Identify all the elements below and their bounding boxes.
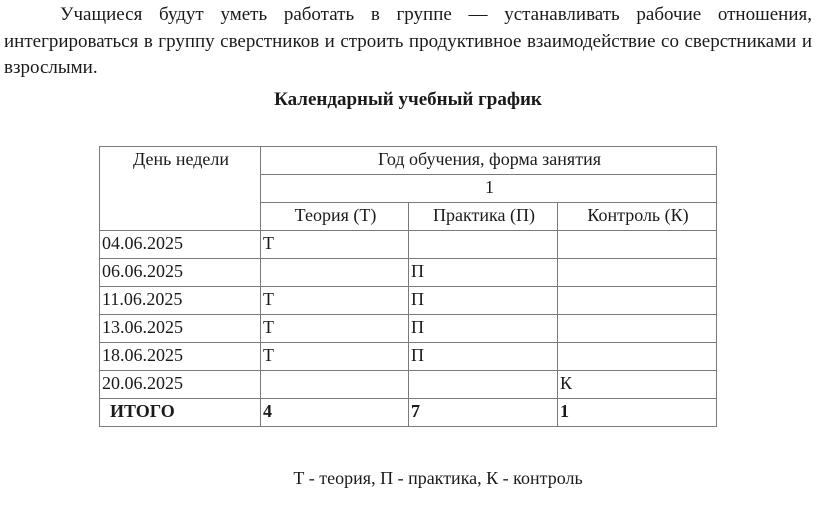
- total-row: [100, 399, 717, 427]
- table-row: [100, 315, 717, 343]
- control-cell: [558, 343, 717, 371]
- col-control-header: Контроль (К): [558, 203, 717, 231]
- intro-paragraph: Учащиеся будут уметь работать в группе — устанавливать рабочие отношения, интегрироваться в группу сверстников и строить продуктивное взаимодействие со сверстниками и взрослыми.: [4, 4, 812, 78]
- date-cell: 13.06.2025: [100, 315, 261, 343]
- date-cell: 20.06.2025: [100, 371, 261, 399]
- control-cell: [558, 259, 717, 287]
- legend-text: Т - теория, П - практика, К - контроль: [293, 468, 583, 488]
- theory-cell: [261, 371, 409, 399]
- date-cell: 06.06.2025: [100, 259, 261, 287]
- control-cell: [558, 315, 717, 343]
- date-cell: 11.06.2025: [100, 287, 261, 315]
- practice-cell: П: [409, 343, 558, 371]
- schedule-table: [99, 146, 717, 427]
- theory-cell: Т: [261, 231, 409, 259]
- practice-cell: [409, 231, 558, 259]
- date-cell: 04.06.2025: [100, 231, 261, 259]
- col-practice-header: Практика (П): [409, 203, 558, 231]
- table-row: [100, 231, 717, 259]
- control-cell: [558, 287, 717, 315]
- table-row: [100, 371, 717, 399]
- date-cell: 18.06.2025: [100, 343, 261, 371]
- header-group-cell: Год обучения, форма занятия: [261, 147, 717, 175]
- header-day-cell: День недели: [100, 147, 261, 231]
- practice-cell: П: [409, 287, 558, 315]
- control-cell: К: [558, 371, 717, 399]
- practice-cell: П: [409, 315, 558, 343]
- theory-cell: Т: [261, 315, 409, 343]
- practice-cell: [409, 371, 558, 399]
- table-row: [100, 343, 717, 371]
- total-label-cell: ИТОГО: [100, 399, 261, 427]
- total-control-cell: 1: [558, 399, 717, 427]
- table-row: [100, 287, 717, 315]
- table-row: [100, 259, 717, 287]
- control-cell: [558, 231, 717, 259]
- year-cell: 1: [261, 175, 717, 203]
- col-theory-header: Теория (Т): [261, 203, 409, 231]
- schedule-heading: Календарный учебный график: [274, 89, 542, 110]
- practice-cell: П: [409, 259, 558, 287]
- total-practice-cell: 7: [409, 399, 558, 427]
- theory-cell: Т: [261, 343, 409, 371]
- theory-cell: [261, 259, 409, 287]
- total-theory-cell: 4: [261, 399, 409, 427]
- header-row: [100, 147, 717, 175]
- theory-cell: Т: [261, 287, 409, 315]
